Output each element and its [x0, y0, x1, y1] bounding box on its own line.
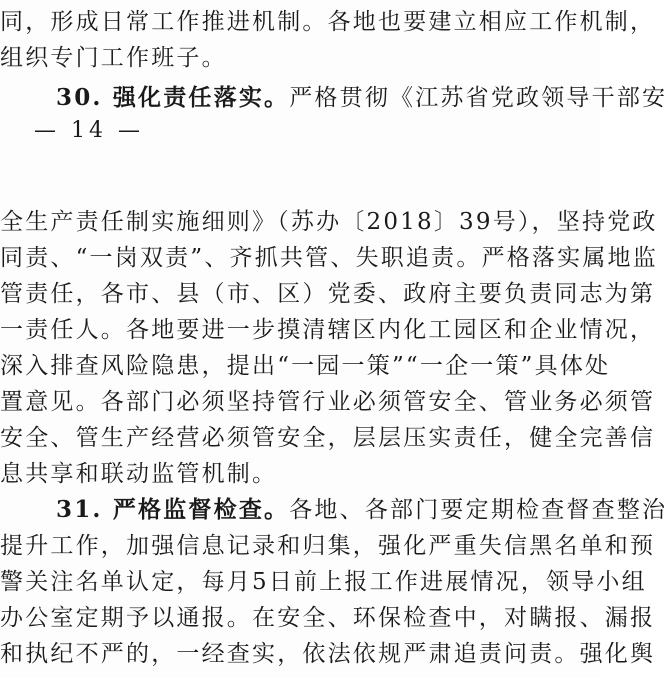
text-line-15: 办公室定期予以通报。在安全、环保检查中，对瞒报、漏报 [0, 605, 656, 631]
section-30-title: 30. 强化责任落实。 [56, 84, 290, 111]
section-30-text: 严格贯彻《江苏省党政领导干部安 [289, 85, 667, 111]
text-line-1: 同，形成日常工作推进机制。各地也要建立相应工作机制， [0, 9, 656, 35]
text-line-9: 置意见。各部门必须坚持管行业必须管安全、管业务必须管 [0, 389, 656, 415]
text-line-11: 息共享和联动监管机制。 [0, 461, 278, 487]
section-30-heading [0, 80, 667, 116]
section-31-heading [0, 492, 667, 528]
text-line-7: 一责任人。各地要进一步摸清辖区内化工园区和企业情况， [0, 317, 656, 343]
text-line-2: 组织专门工作班子。 [0, 45, 227, 71]
page-number: — 14 — [34, 118, 144, 143]
text-line-4: 全生产责任制实施细则》（苏办〔2018〕39号），坚持党政 [0, 209, 658, 235]
section-31-title: 31. 严格监督检查。 [56, 496, 290, 523]
text-line-5: 同责、“一岗双责”、齐抓共管、失职追责。严格落实属地监 [0, 245, 658, 271]
text-line-6: 管责任，各市、县（市、区）党委、政府主要负责同志为第 [0, 281, 656, 307]
text-line-13: 提升工作，加强信息记录和归集，强化严重失信黑名单和预 [0, 533, 656, 559]
section-31-text: 各地、各部门要定期检查督查整治 [289, 497, 667, 523]
text-line-10: 安全、管生产经营必须管安全，层层压实责任，健全完善信 [0, 425, 656, 451]
text-line-16: 和执纪不严的，一经查实，依法依规严肃追责问责。强化舆 [0, 641, 656, 667]
text-line-14: 警关注名单认定，每月5日前上报工作进展情况，领导小组 [0, 569, 647, 595]
text-line-8: 深入排查风险隐患，提出“一园一策”“一企一策”具体处 [0, 353, 611, 379]
